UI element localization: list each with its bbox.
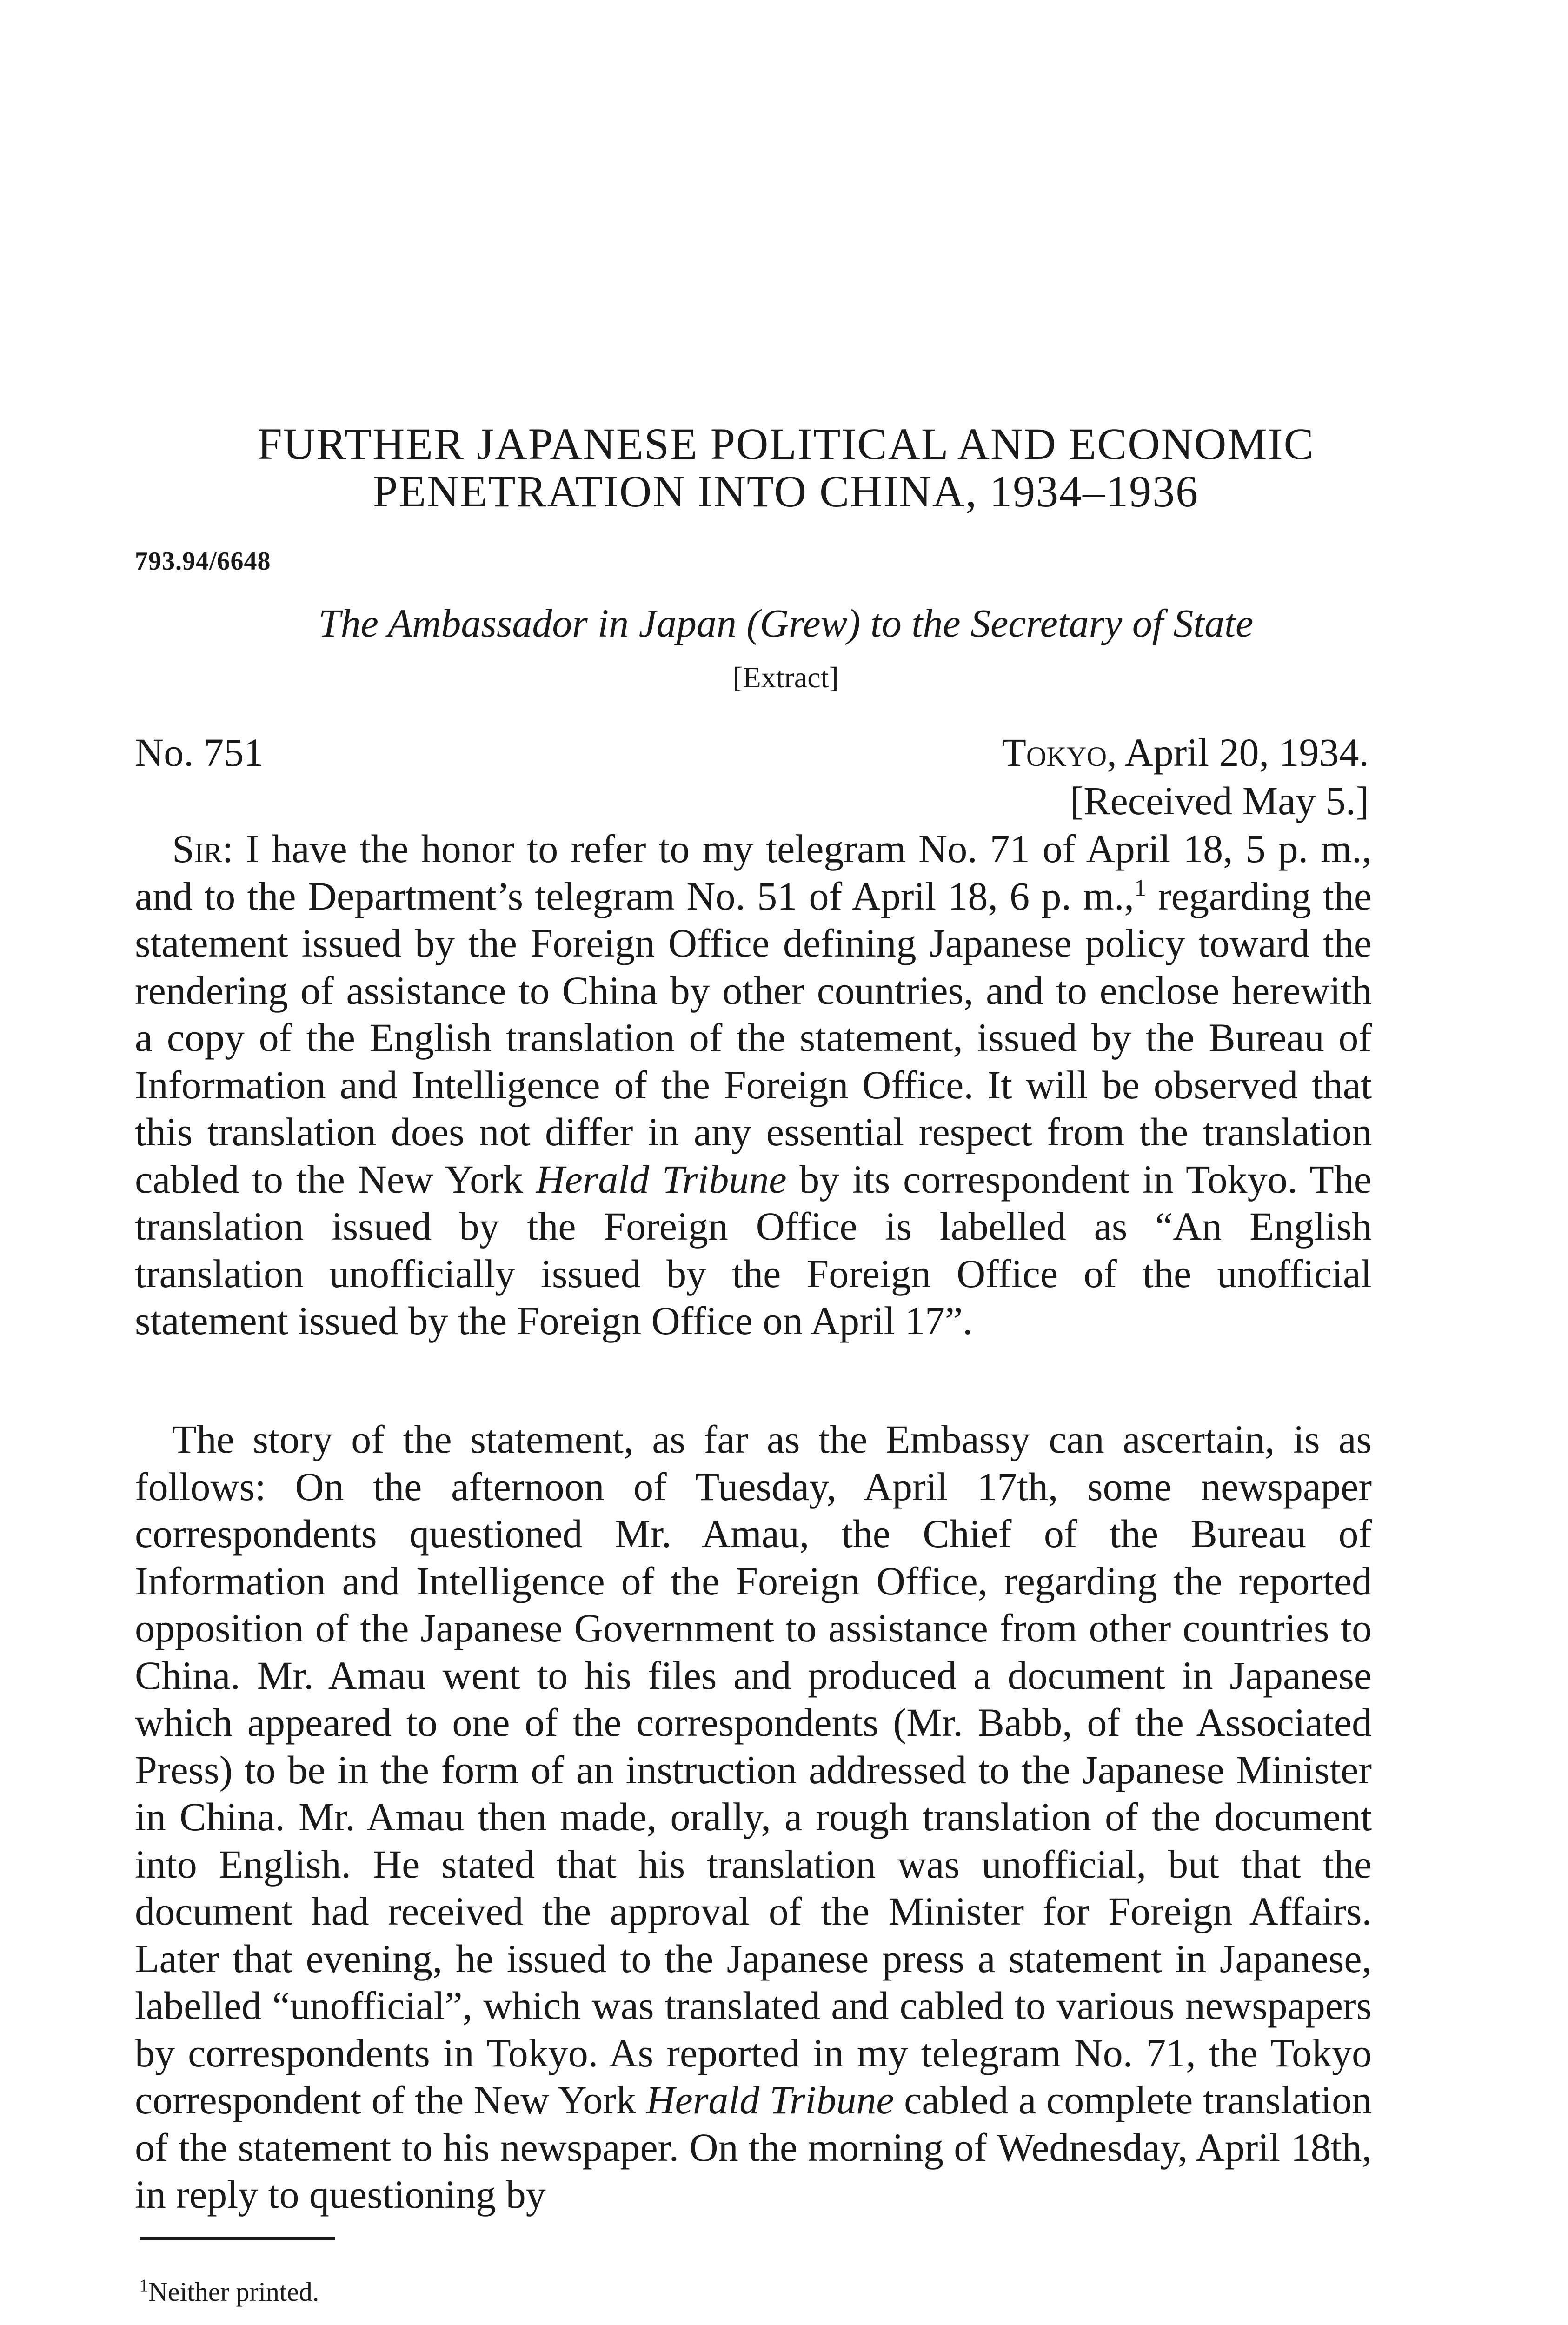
salutation: Sir (172, 826, 222, 871)
dispatch-place-date (1002, 729, 1369, 776)
newspaper-name: Herald Tribune (646, 2078, 894, 2122)
footnote-text: Neither printed. (148, 2277, 319, 2307)
document-heading: The Ambassador in Japan (Grew) to the Secretary of State (318, 601, 1254, 645)
paragraph-1 (135, 825, 1372, 1345)
paragraph-2-text-a: The story of the statement, as far as the Embassy can ascertain, is as follows: On the afternoon of Tuesday, April 17th, some newspaper correspondents questioned Mr. Amau, the Chief of the Bureau of Information and Intelligence of the Foreign Office, regarding the reported opposition of the Japanese Government to assistance from other countries to China. Mr. Amau went to his files and produced a document in Japanese which appeared to one of the correspondents (Mr. Babb, of the Associated Press) to be in the form of an instruction addressed to the Japanese Minister in China. Mr. Amau then made, orally, a rough translation of the document into English. He stated that his translation was unofficial, but that the document had received the approval of the Minister for Foreign Affairs. Later that evening, he issued to the Japanese press a statement in Japanese, labelled “unofficial”, which was translated and cabled to various newspapers by correspondents in Tokyo. As reported in my telegram No. 71, the Tokyo correspondent of the New York (135, 1417, 1372, 2122)
footnote (140, 2276, 319, 2307)
dispatch-date: April 20, 1934. (1116, 730, 1369, 775)
paragraph-1-text-c: by its correspondent in Tokyo. The translation issued by the Foreign Office is labelled as “An English translation unofficially issued by the Foreign Office of the unofficial statement issued by the Foreign Office on April 17”. (135, 1156, 1372, 1343)
dispatch-number: No. 751 (135, 730, 264, 775)
section-title-line-1: FURTHER JAPANESE POLITICAL AND ECONOMIC (257, 419, 1315, 469)
paragraph-1-text-b: regarding the statement issued by the Foreign Office defining Japanese policy toward the rendering of assistance to China by other countries, and to enclose herewith a copy of the English translation of the statement, issued by the Bureau of Information and Intelligence of the Foreign Office. It will be observed that this translation does not differ in any essential respect from the translation cabled to the New York (135, 873, 1372, 1202)
section-title-line-2: PENETRATION INTO CHINA, 1934–1936 (372, 466, 1199, 516)
footnote-divider (140, 2237, 335, 2240)
newspaper-name: Herald Tribune (536, 1156, 787, 1202)
dispatch-place: Tokyo, (1002, 730, 1117, 775)
paragraph-2 (135, 1416, 1372, 2219)
paragraph-1-text-a: : I have the honor to refer to my telegram No. 71 of April 18, 5 p. m., and to the Department’s telegram No. 51 of April 18, 6 p. m., (135, 826, 1372, 918)
footnote-mark: 1 (140, 2276, 148, 2296)
received-date: [Received May 5.] (1070, 778, 1369, 823)
footnote-reference: 1 (1134, 874, 1146, 901)
file-number: 793.94/6648 (135, 547, 271, 576)
extract-label: [Extract] (733, 661, 839, 694)
paragraph-2-text-b: cabled a complete translation of the statement to his newspaper. On the morning of Wednesday, April 18th, in reply to questioning by (135, 2078, 1372, 2217)
